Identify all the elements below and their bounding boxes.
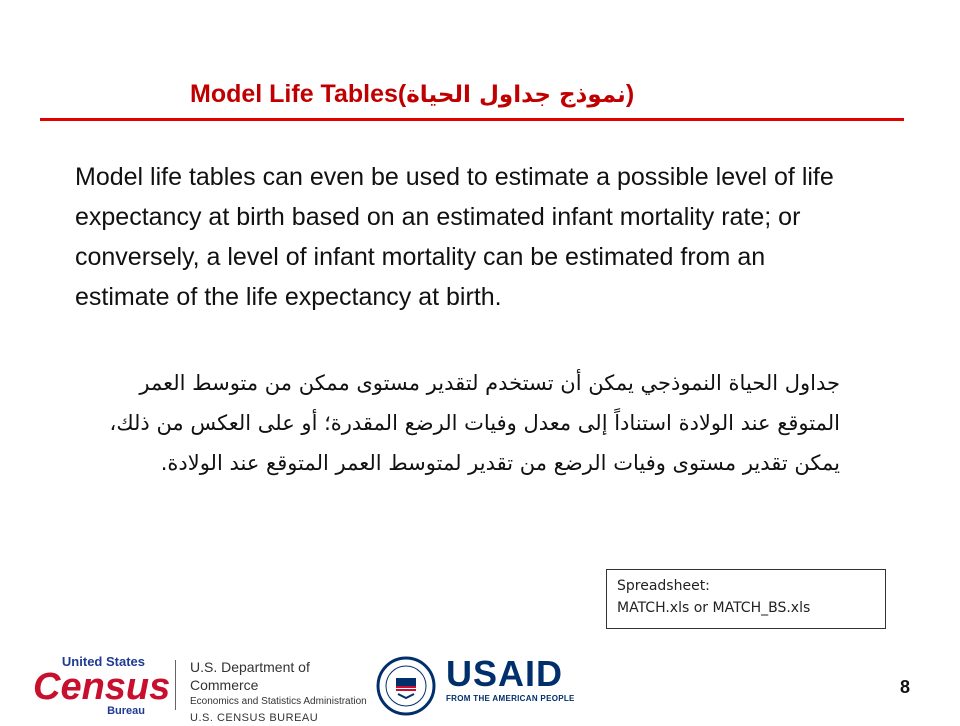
title-english: Model Life Tables: [190, 80, 398, 108]
census-logo-bureau-text: Bureau: [107, 705, 145, 717]
title-open-paren: (: [397, 80, 407, 108]
body-text-english: Model life tables can even be used to estimate a possible level of life expectancy at birth based on an estimated infant mortality rate; or conversely, a level of infant mortality can be estimated from an estimate of the life expectancy at birth.: [75, 163, 834, 311]
spreadsheet-files: MATCH.xls or MATCH_BS.xls: [617, 600, 811, 616]
commerce-department: U.S. Department of Commerce: [190, 659, 310, 693]
usaid-seal-icon: [376, 656, 436, 716]
title-underline: [40, 118, 904, 121]
usaid-wordmark: USAID: [446, 653, 564, 694]
census-logo-wordmark: Census: [33, 666, 171, 708]
footer: [0, 640, 960, 724]
body-text-arabic: جداول الحياة النموذجي يمكن أن تستخدم لتقدير مستوى ممكن من متوسط العمر المتوقع عند الولادة استناداً إلى معدل وفيات الرضع المقدرة؛ أو على العكس من ذلك، يمكن تقدير مستوى وفيات الرضع من تقدير لمتوسط العمر المتوقع عند الولادة.: [109, 371, 840, 475]
census-logo-small-text: United States: [61, 654, 145, 669]
commerce-esa: Economics and Statistics Administration: [190, 696, 367, 707]
commerce-text-block: [190, 658, 380, 726]
commerce-census-bureau: U.S. CENSUS BUREAU: [190, 712, 319, 724]
spreadsheet-note: [606, 569, 886, 629]
usaid-tagline: FROM THE AMERICAN PEOPLE: [446, 694, 575, 703]
page-number: 8: [899, 677, 910, 697]
usaid-logo: [446, 654, 606, 703]
slide-title: [190, 80, 710, 109]
spreadsheet-label: Spreadsheet:: [617, 578, 710, 594]
title-close-paren: ): [625, 80, 635, 108]
title-arabic: نموذج جداول الحياة: [406, 82, 626, 108]
footer-divider: [175, 660, 176, 710]
census-bureau-logo: [33, 654, 171, 717]
